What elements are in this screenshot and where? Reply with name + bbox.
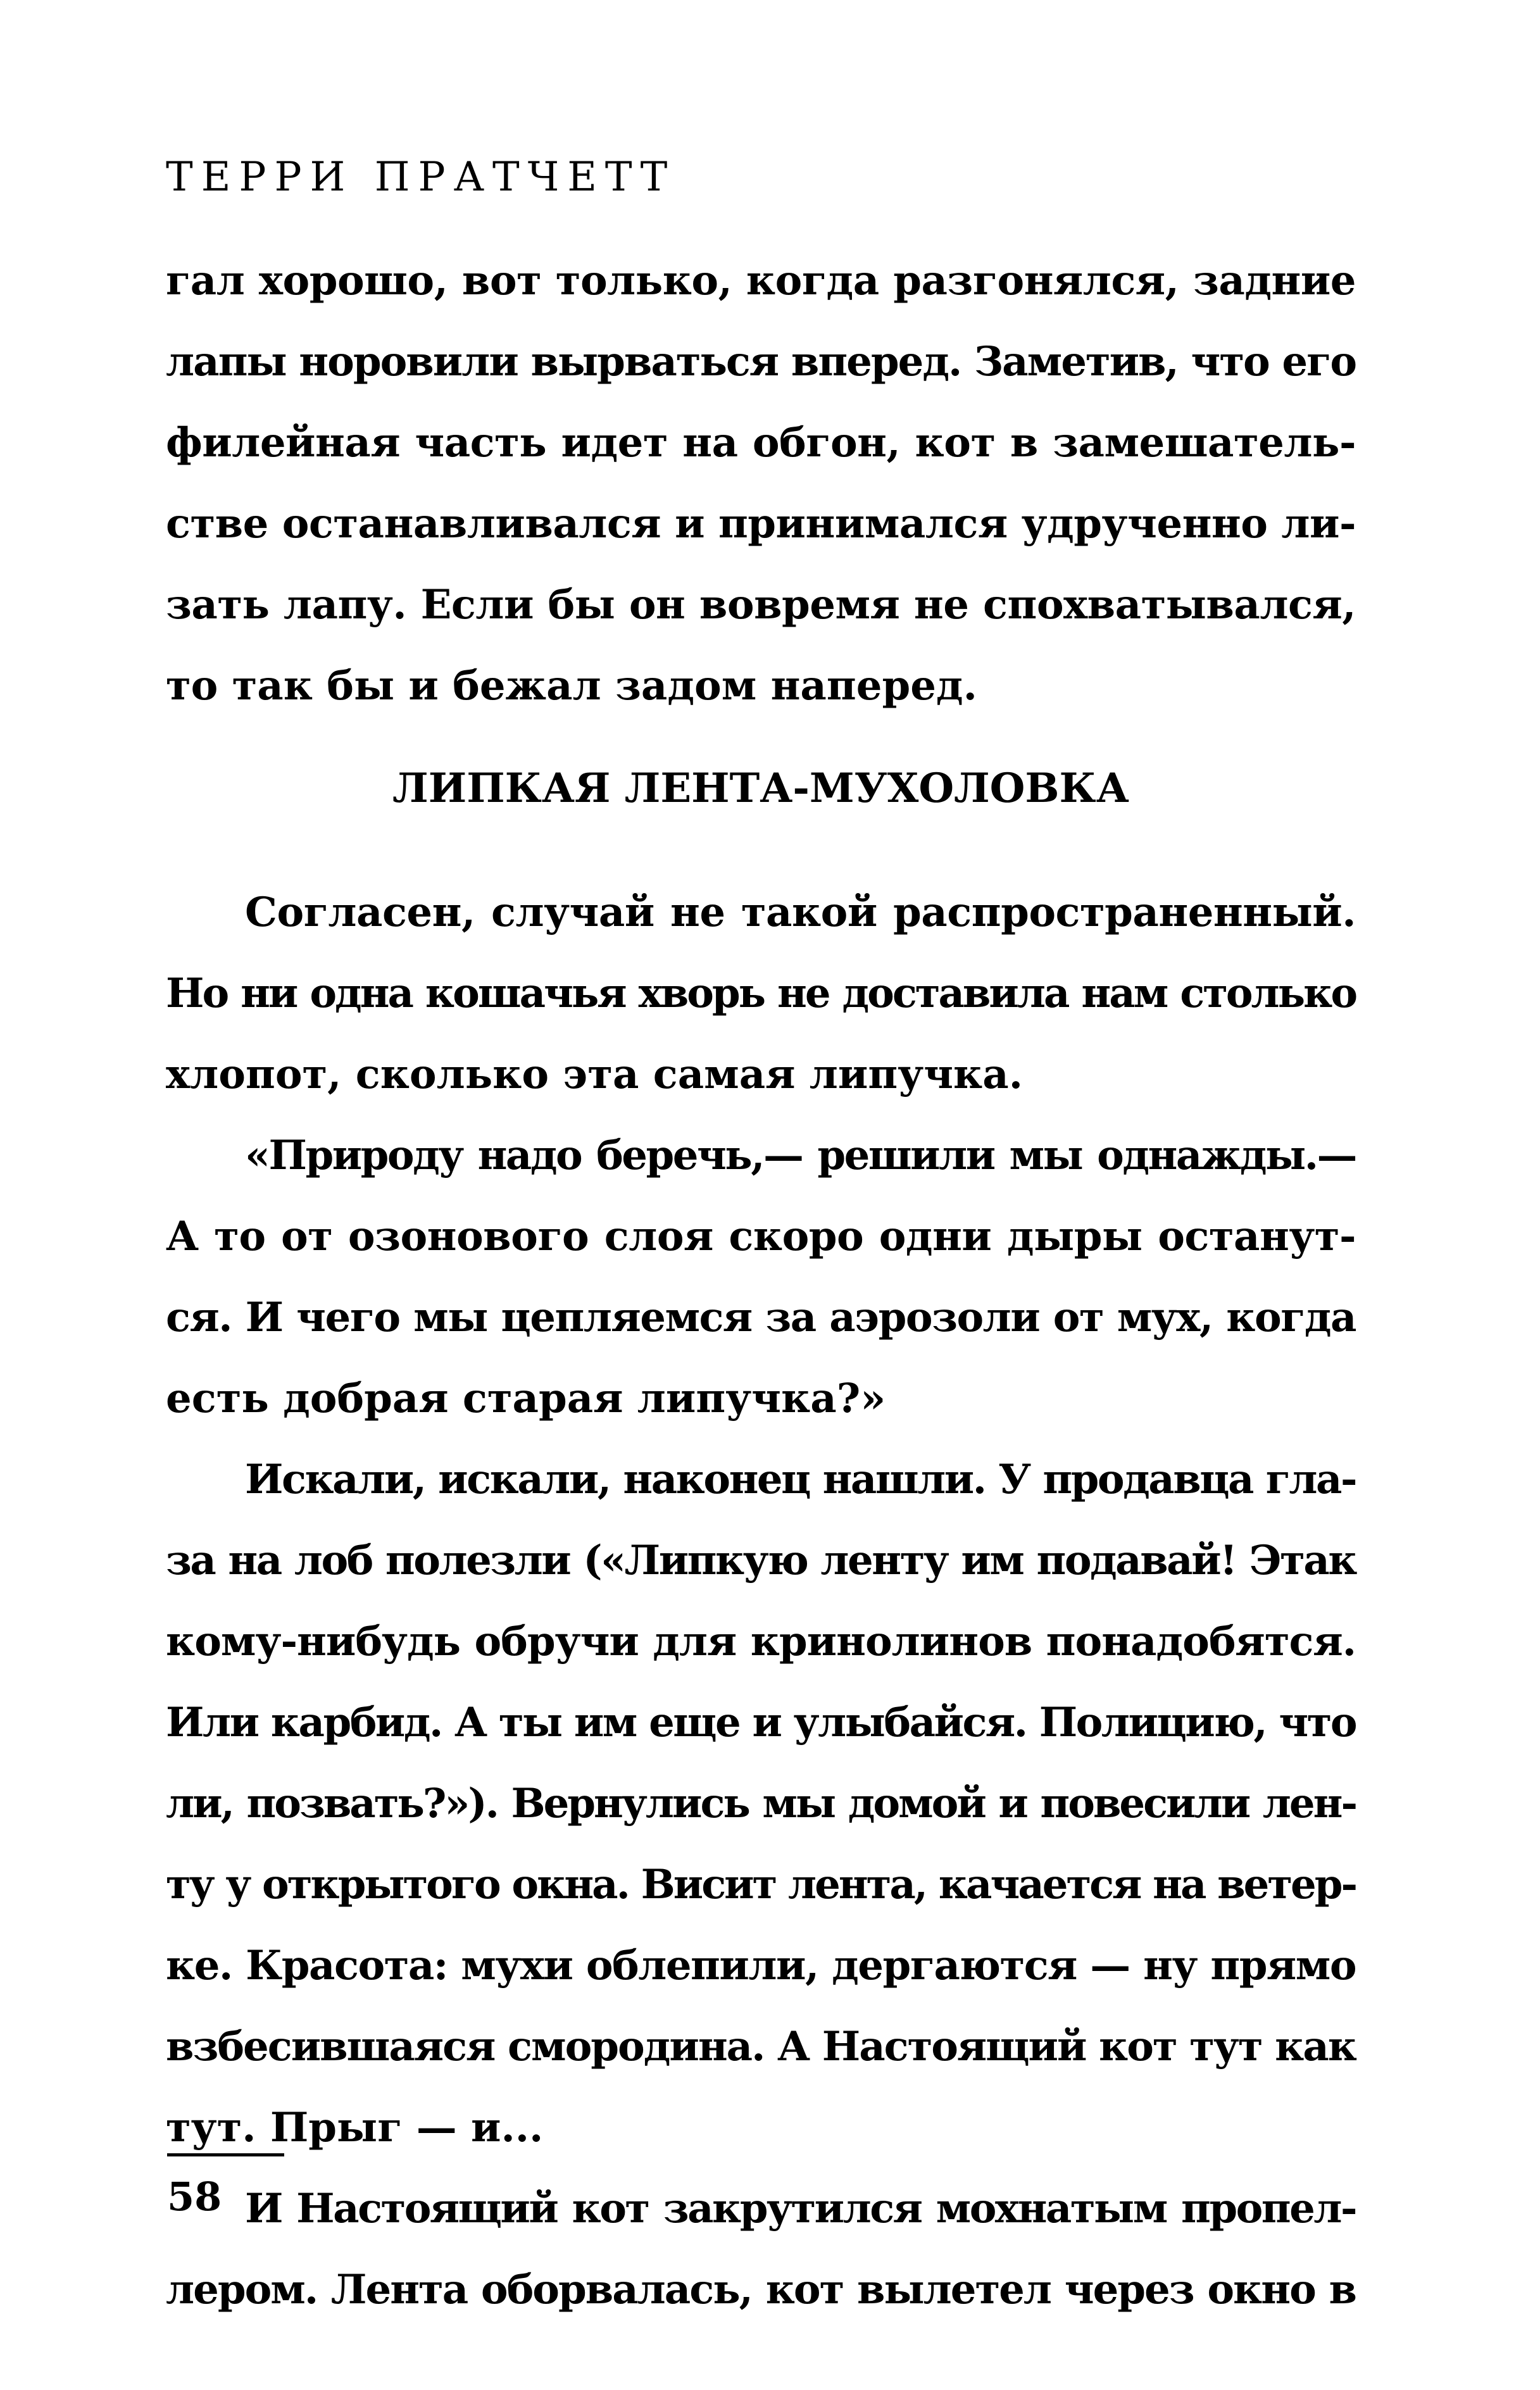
text-line: взбесившаяся смородина. А Настоящий кот тут как	[166, 2023, 1356, 2070]
text-line: ту у открытого окна. Висит лента, качается на ветер-	[166, 1861, 1356, 1908]
text-line: тут. Прыг — и...	[166, 2104, 544, 2151]
text-line: А то от озонового слоя скоро одни дыры останут-	[166, 1213, 1356, 1260]
text-line: есть добрая старая липучка?»	[166, 1375, 886, 1422]
text-line: гал хорошо, вот только, когда разгонялся, задние	[166, 257, 1356, 304]
running-head-author: ТЕРРИ ПРАТЧЕТТ	[166, 154, 676, 201]
text-line: И Настоящий кот закрутился мохнатым пропел-	[245, 2185, 1356, 2232]
intro-paragraph	[166, 241, 1356, 727]
text-line: ли, позвать?»). Вернулись мы домой и повесили лен-	[166, 1780, 1356, 1827]
text-line: Но ни одна кошачья хворь не доставила нам столько	[166, 970, 1356, 1017]
text-line: за на лоб полезли («Липкую ленту им подавай! Этак	[166, 1537, 1356, 1584]
text-line: то так бы и бежал задом наперед.	[166, 662, 977, 710]
text-line: стве останавливался и принимался удрученно ли-	[166, 500, 1356, 547]
text-line: лапы норовили вырваться вперед. Заметив, что его	[166, 338, 1356, 385]
text-line: ся. И чего мы цепляемся за аэрозоли от мух, когда	[166, 1294, 1356, 1341]
text-line: хлопот, сколько эта самая липучка.	[166, 1051, 1023, 1098]
footer-rule	[167, 2153, 284, 2156]
text-line: лером. Лента оборвалась, кот вылетел через окно в	[166, 2266, 1356, 2313]
page-number: 58	[167, 2174, 222, 2220]
text-line: Искали, искали, наконец нашли. У продавца гла-	[245, 1456, 1356, 1503]
text-line: кому-нибудь обручи для кринолинов понадобятся.	[166, 1618, 1356, 1665]
text-line: «Природу надо беречь,— решили мы однажды.—	[245, 1132, 1356, 1179]
text-line: Или карбид. А ты им еще и улыбайся. Полицию, что	[166, 1699, 1356, 1746]
section-heading: ЛИПКАЯ ЛЕНТА-МУХОЛОВКА	[392, 765, 1129, 812]
text-line: Согласен, случай не такой распространенный.	[245, 889, 1356, 936]
section-body	[166, 872, 1356, 2331]
text-line: зать лапу. Если бы он вовремя не спохватывался,	[166, 581, 1356, 629]
text-line: филейная часть идет на обгон, кот в замешатель-	[166, 419, 1356, 466]
text-line: ке. Красота: мухи облепили, дергаются — ну прямо	[166, 1942, 1356, 1989]
